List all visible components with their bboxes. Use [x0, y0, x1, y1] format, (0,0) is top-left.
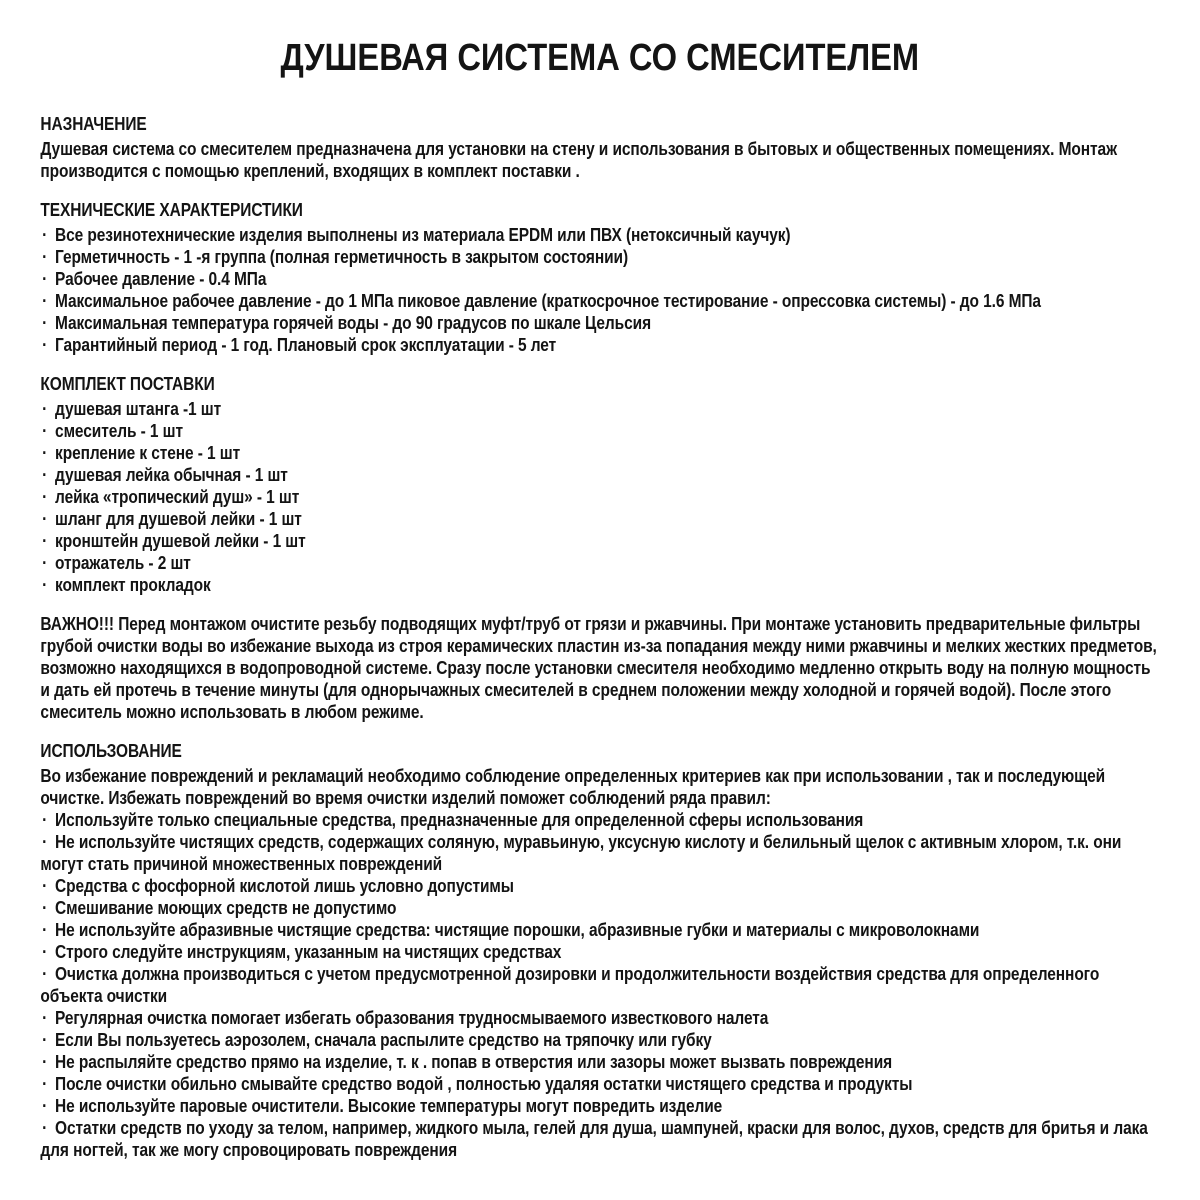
bullet-icon: · [42, 1074, 48, 1094]
usage-item-text: Очистка должна производиться с учетом предусмотренной дозировки и продолжительности воздействия средства для определенного объекта очистки [40, 964, 1100, 1006]
spec-item [40, 290, 1159, 312]
usage-heading: ИСПОЛЬЗОВАНИЕ [40, 741, 182, 761]
bullet-icon: · [42, 832, 48, 852]
bullet-icon: · [42, 1030, 48, 1050]
usage-item-text: После очистки обильно смывайте средство водой , полностью удаляя остатки чистящего средства и продукты [55, 1074, 913, 1094]
package-item-text: комплект прокладок [55, 575, 211, 595]
section-specs [40, 199, 1159, 356]
bullet-icon: · [42, 421, 48, 441]
bullet-icon: · [42, 1052, 48, 1072]
bullet-icon: · [42, 247, 48, 267]
bullet-icon: · [42, 876, 48, 896]
package-item [40, 530, 1159, 552]
bullet-icon: · [42, 964, 48, 984]
bullet-icon: · [42, 335, 48, 355]
bullet-icon: · [42, 553, 48, 573]
bullet-icon: · [42, 920, 48, 940]
purpose-text: Душевая система со смесителем предназначена для установки на стену и использования в бытовых и общественных помещениях. Монтаж производится с помощью креплений, входящих в комплект поставки . [40, 139, 1117, 181]
usage-item-text: Смешивание моющих средств не допустимо [55, 898, 397, 918]
spec-item-text: Максимальная температура горячей воды - до 90 градусов по шкале Цельсия [55, 313, 652, 333]
usage-item [40, 941, 1159, 963]
usage-item-text: Не используйте абразивные чистящие средства: чистящие порошки, абразивные губки и материалы с микроволокнами [55, 920, 980, 940]
bullet-icon: · [42, 465, 48, 485]
spec-item-text: Герметичность - 1 -я группа (полная герметичность в закрытом состоянии) [55, 247, 629, 267]
usage-item-text: Если Вы пользуетесь аэрозолем, сначала распылите средство на тряпочку или губку [55, 1030, 712, 1050]
usage-item [40, 919, 1159, 941]
usage-item [40, 1117, 1159, 1161]
bullet-icon: · [42, 1008, 48, 1028]
section-usage [40, 740, 1159, 1161]
bullet-icon: · [42, 810, 48, 830]
package-item [40, 486, 1159, 508]
usage-item [40, 1073, 1159, 1095]
package-item [40, 420, 1159, 442]
package-heading: КОМПЛЕКТ ПОСТАВКИ [40, 374, 215, 394]
page-title: ДУШЕВАЯ СИСТЕМА СО СМЕСИТЕЛЕМ [280, 37, 920, 79]
usage-item [40, 831, 1159, 875]
package-item [40, 552, 1159, 574]
spec-item-text: Рабочее давление - 0.4 МПа [55, 269, 267, 289]
section-package [40, 373, 1159, 596]
usage-item-text: Строго следуйте инструкциям, указанным на чистящих средствах [55, 942, 562, 962]
important-text: ВАЖНО!!! Перед монтажом очистите резьбу подводящих муфт/труб от грязи и ржавчины. При монтаже установить предварительные фильтры грубой очистки воды во избежание выхода из строя керамических пластин из-за попадания между ними ржавчины и мелких жестких предметов, возможно находящихся в водопроводной системе. Сразу после установки смесителя необходимо медленно открыть воду на полную мощность и дать ей протечь в течение минуты (для однорычажных смесителей в среднем положении между холодной и горячей водой). После этого смеситель можно использовать в любом режиме. [40, 614, 1157, 722]
package-item-text: душевая лейка обычная - 1 шт [55, 465, 288, 485]
usage-item-text: Не используйте чистящих средств, содержащих соляную, муравьиную, уксусную кислоту и белильный щелок с активным хлором, т.к. они могут стать причиной множественных повреждений [40, 832, 1122, 874]
bullet-icon: · [42, 269, 48, 289]
bullet-icon: · [42, 575, 48, 595]
bullet-icon: · [42, 1118, 48, 1138]
bullet-icon: · [42, 399, 48, 419]
package-item [40, 398, 1159, 420]
bullet-icon: · [42, 443, 48, 463]
spec-item-text: Все резинотехнические изделия выполнены из материала EPDM или ПВХ (нетоксичный каучук) [55, 225, 791, 245]
package-item-text: шланг для душевой лейки - 1 шт [55, 509, 302, 529]
bullet-icon: · [42, 898, 48, 918]
usage-item-text: Регулярная очистка помогает избегать образования трудносмываемого известкового налета [55, 1008, 769, 1028]
usage-item-text: Остатки средств по уходу за телом, например, жидкого мыла, гелей для душа, шампуней, краски для волос, духов, средств для бритья и лака для ногтей, так же могу спровоцировать повреждения [40, 1118, 1148, 1160]
bullet-icon: · [42, 291, 48, 311]
usage-item [40, 963, 1159, 1007]
spec-item [40, 334, 1159, 356]
usage-item [40, 1095, 1159, 1117]
section-purpose [40, 113, 1159, 182]
bullet-icon: · [42, 942, 48, 962]
usage-item [40, 1051, 1159, 1073]
bullet-icon: · [42, 1096, 48, 1116]
bullet-icon: · [42, 509, 48, 529]
package-item-text: лейка «тропический душ» - 1 шт [55, 487, 300, 507]
spec-item [40, 312, 1159, 334]
package-item-text: крепление к стене - 1 шт [55, 443, 241, 463]
spec-item [40, 246, 1159, 268]
package-item [40, 442, 1159, 464]
usage-item [40, 897, 1159, 919]
bullet-icon: · [42, 487, 48, 507]
bullet-icon: · [42, 225, 48, 245]
usage-intro: Во избежание повреждений и рекламаций необходимо соблюдение определенных критериев как при использовании , так и последующей очистке. Избежать повреждений во время очистки изделий поможет соблюдений ряда правил: [40, 766, 1106, 808]
package-item [40, 464, 1159, 486]
specs-heading: ТЕХНИЧЕСКИЕ ХАРАКТЕРИСТИКИ [40, 200, 303, 220]
package-item-text: кронштейн душевой лейки - 1 шт [55, 531, 306, 551]
spec-item [40, 268, 1159, 290]
usage-item-text: Используйте только специальные средства, предназначенные для определенной сферы использования [55, 810, 864, 830]
spec-item [40, 224, 1159, 246]
bullet-icon: · [42, 313, 48, 333]
usage-item [40, 1029, 1159, 1051]
usage-item [40, 1007, 1159, 1029]
package-item [40, 508, 1159, 530]
usage-item-text: Не распыляйте средство прямо на изделие, т. к . попав в отверстия или зазоры может вызвать повреждения [55, 1052, 893, 1072]
usage-item-text: Средства с фосфорной кислотой лишь условно допустимы [55, 876, 514, 896]
package-item-text: отражатель - 2 шт [55, 553, 191, 573]
spec-item-text: Гарантийный период - 1 год. Плановый срок эксплуатации - 5 лет [55, 335, 557, 355]
section-important [40, 613, 1159, 723]
usage-item [40, 809, 1159, 831]
package-item-text: душевая штанга -1 шт [55, 399, 222, 419]
package-item [40, 574, 1159, 596]
spec-item-text: Максимальное рабочее давление - до 1 МПа пиковое давление (краткосрочное тестирование - опрессовка системы) - до 1.6 МПа [55, 291, 1041, 311]
bullet-icon: · [42, 531, 48, 551]
purpose-heading: НАЗНАЧЕНИЕ [40, 114, 147, 134]
usage-item-text: Не используйте паровые очистители. Высокие температуры могут повредить изделие [55, 1096, 723, 1116]
usage-item [40, 875, 1159, 897]
package-item-text: смеситель - 1 шт [55, 421, 183, 441]
